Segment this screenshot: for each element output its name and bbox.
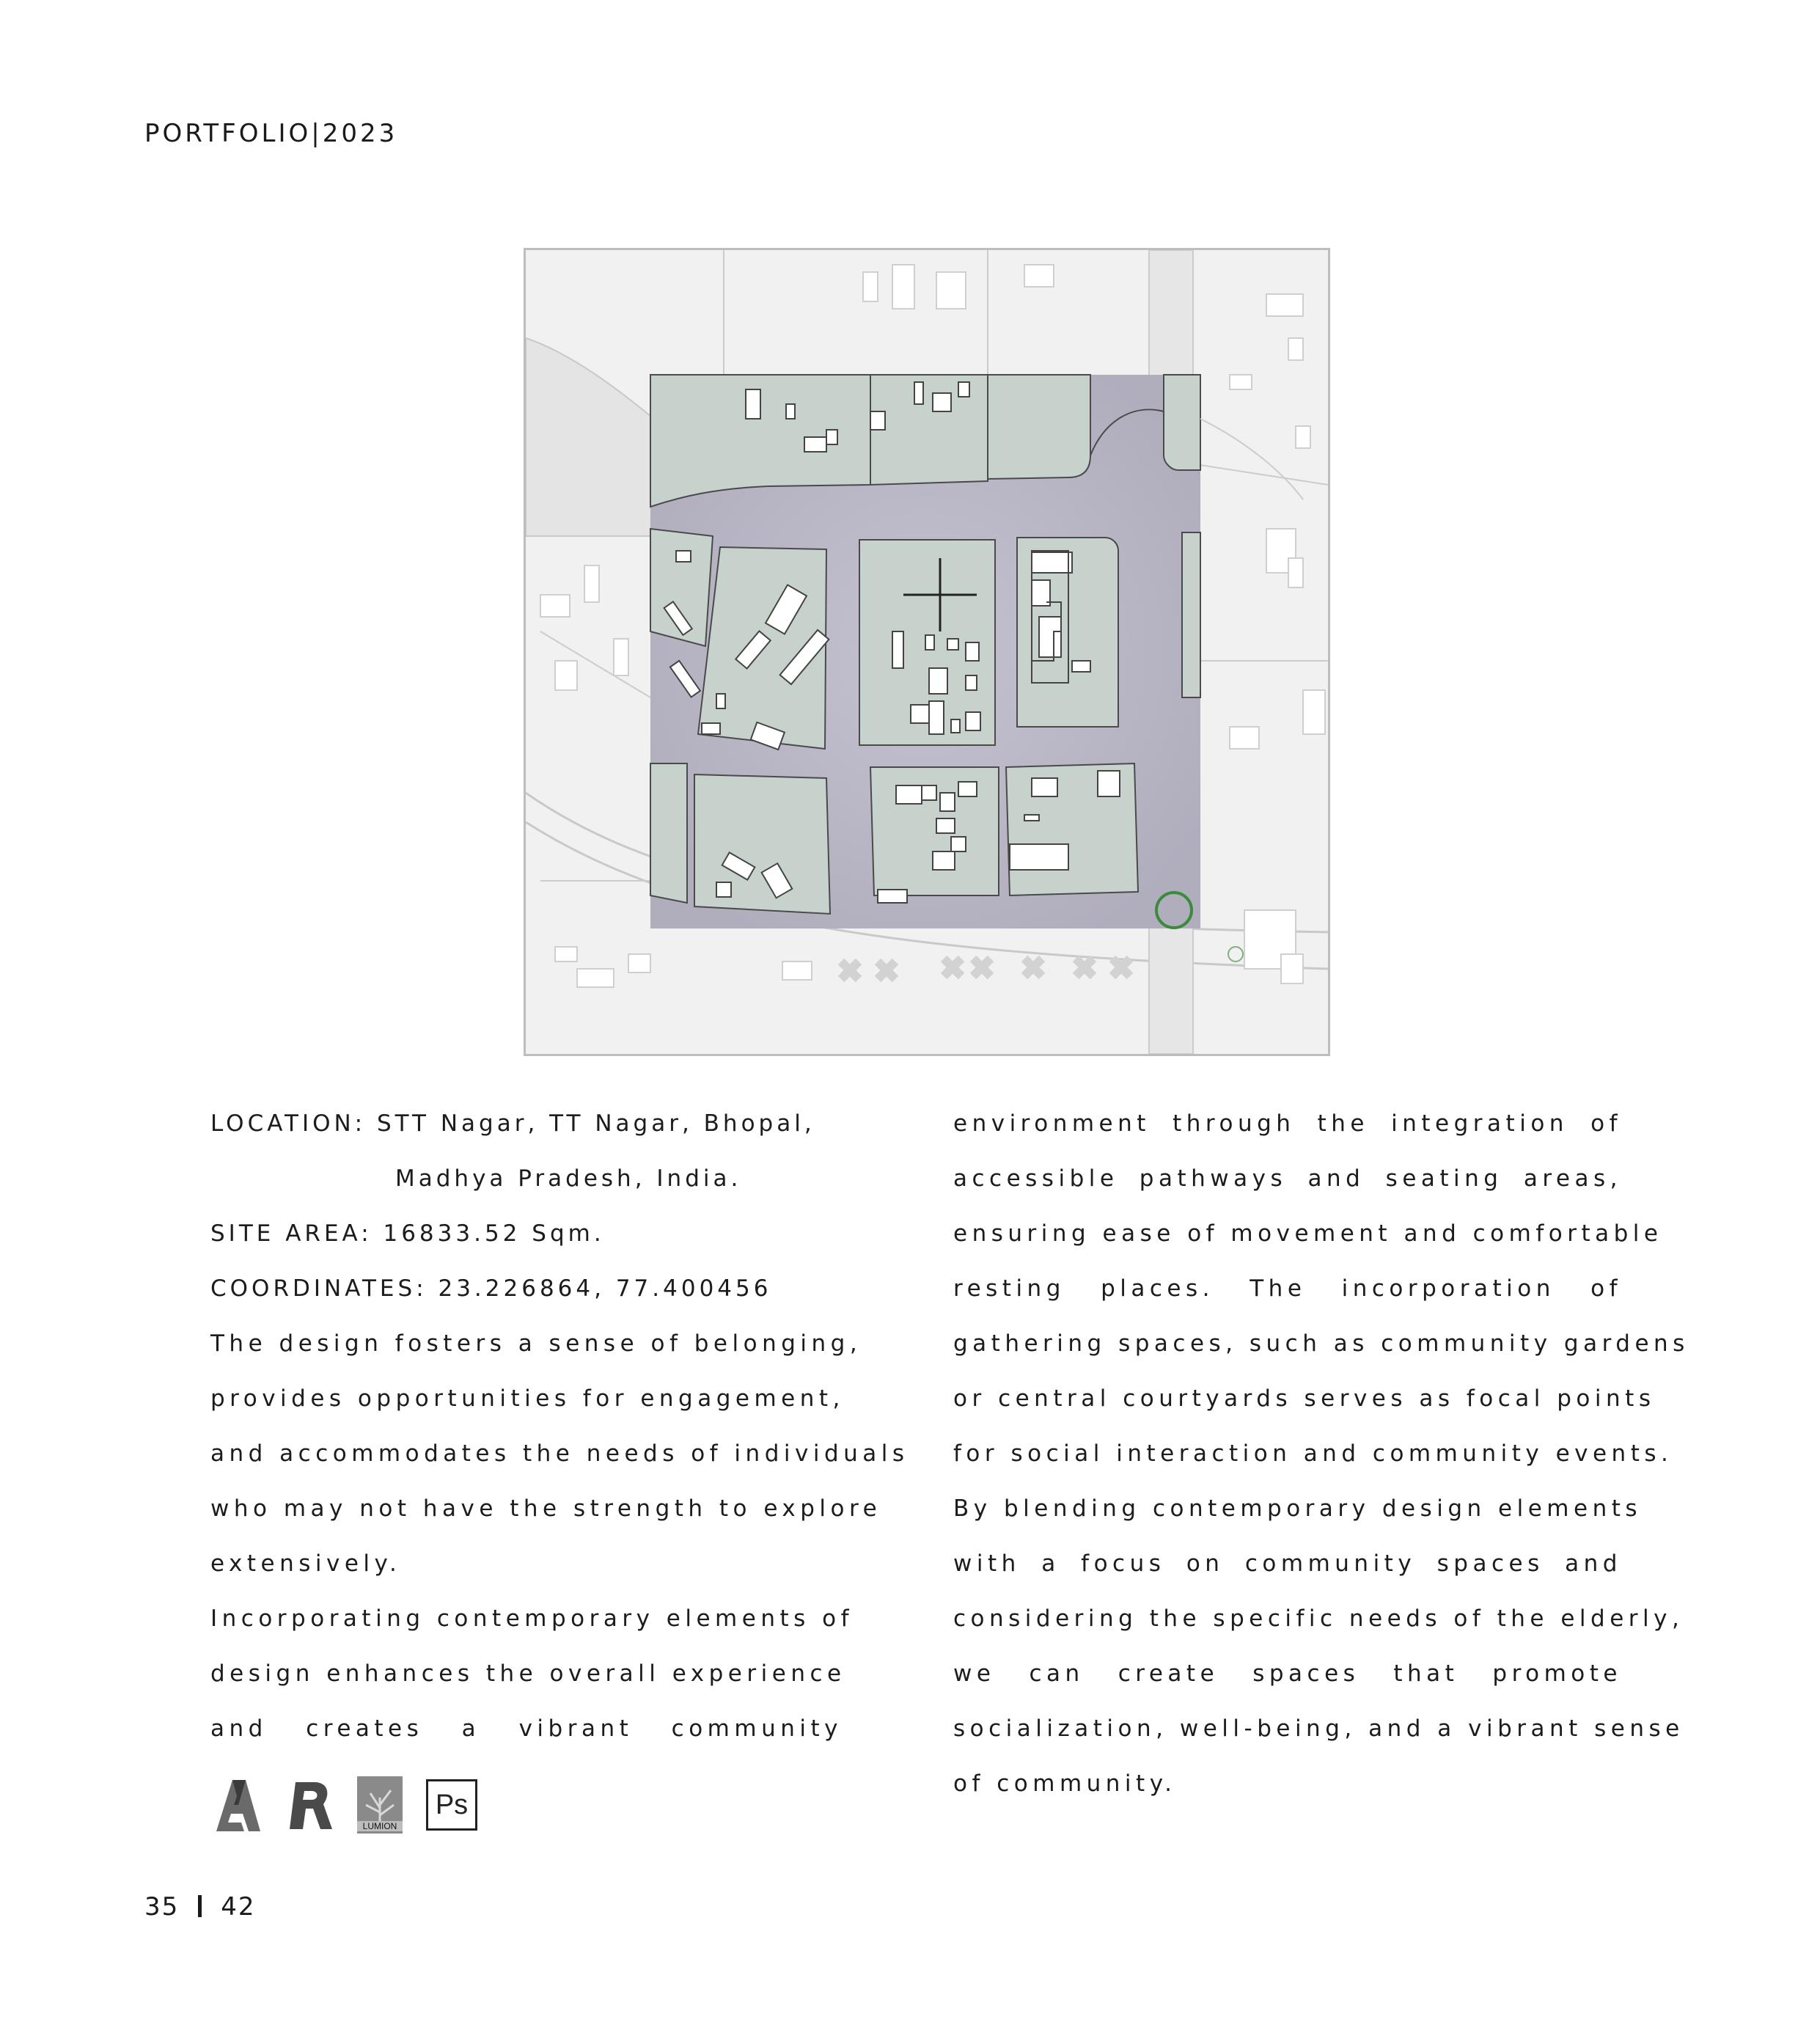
portfolio-header: PORTFOLIO|2023 <box>144 119 398 148</box>
left-paragraph-line: extensively. <box>210 1550 402 1577</box>
right-paragraph-line: environment through the integration of <box>953 1110 1622 1137</box>
autocad-icon <box>210 1777 262 1833</box>
site-info-column <box>210 1096 909 1757</box>
right-paragraph-line: socialization, well-being, and a vibrant sense <box>953 1715 1684 1742</box>
page-number <box>144 1892 256 1922</box>
location-line-1 <box>210 1096 843 1151</box>
revit-icon <box>285 1778 334 1832</box>
total-pages: 42 <box>221 1892 256 1922</box>
photoshop-icon: Ps <box>426 1779 477 1831</box>
right-paragraph-line: By blending contemporary design elements <box>953 1495 1643 1522</box>
right-paragraph-line: or central courtyards serves as focal points <box>953 1385 1656 1412</box>
right-paragraph-line: we can create spaces that promote <box>953 1660 1622 1687</box>
right-paragraph-line: ensuring ease of movement and comfortable <box>953 1220 1663 1247</box>
right-paragraph-line: of community. <box>953 1770 1177 1797</box>
left-paragraph-line: The design fosters a sense of belonging, <box>210 1330 862 1357</box>
site-area: SITE AREA: 16833.52 Sqm. <box>210 1220 605 1247</box>
left-paragraph-line: and accommodates the needs of individuals <box>210 1440 909 1467</box>
left-paragraph-line: Incorporating contemporary elements of <box>210 1605 854 1632</box>
right-paragraph-line: resting places. The incorporation of <box>953 1275 1622 1302</box>
current-page: 35 <box>144 1892 180 1922</box>
right-paragraph-line: considering the specific needs of the elderly, <box>953 1605 1684 1632</box>
right-paragraph-line: for social interaction and community events. <box>953 1440 1673 1467</box>
page-separator <box>198 1895 202 1917</box>
left-paragraph-line: who may not have the strength to explore <box>210 1495 882 1522</box>
coordinates: COORDINATES: 23.226864, 77.400456 <box>210 1275 772 1302</box>
right-paragraph-line: with a focus on community spaces and <box>953 1550 1622 1577</box>
location-label: LOCATION: <box>210 1110 367 1137</box>
left-paragraph-line: design enhances the overall experience <box>210 1660 846 1687</box>
software-icons <box>210 1775 477 1835</box>
right-paragraph-line: accessible pathways and seating areas, <box>953 1165 1622 1192</box>
left-paragraph-line: provides opportunities for engagement, <box>210 1385 845 1412</box>
lumion-icon <box>357 1776 403 1834</box>
location-value: STT Nagar, TT Nagar, Bhopal, <box>376 1110 815 1137</box>
description-column <box>953 1096 1689 1812</box>
site-plan-map <box>524 248 1330 1056</box>
left-paragraph-line: and creates a vibrant community <box>210 1715 843 1742</box>
location-line-2: Madhya Pradesh, India. <box>395 1165 742 1192</box>
lumion-label: LUMION <box>357 1821 403 1831</box>
right-paragraph-line: gathering spaces, such as community gardens <box>953 1330 1689 1357</box>
